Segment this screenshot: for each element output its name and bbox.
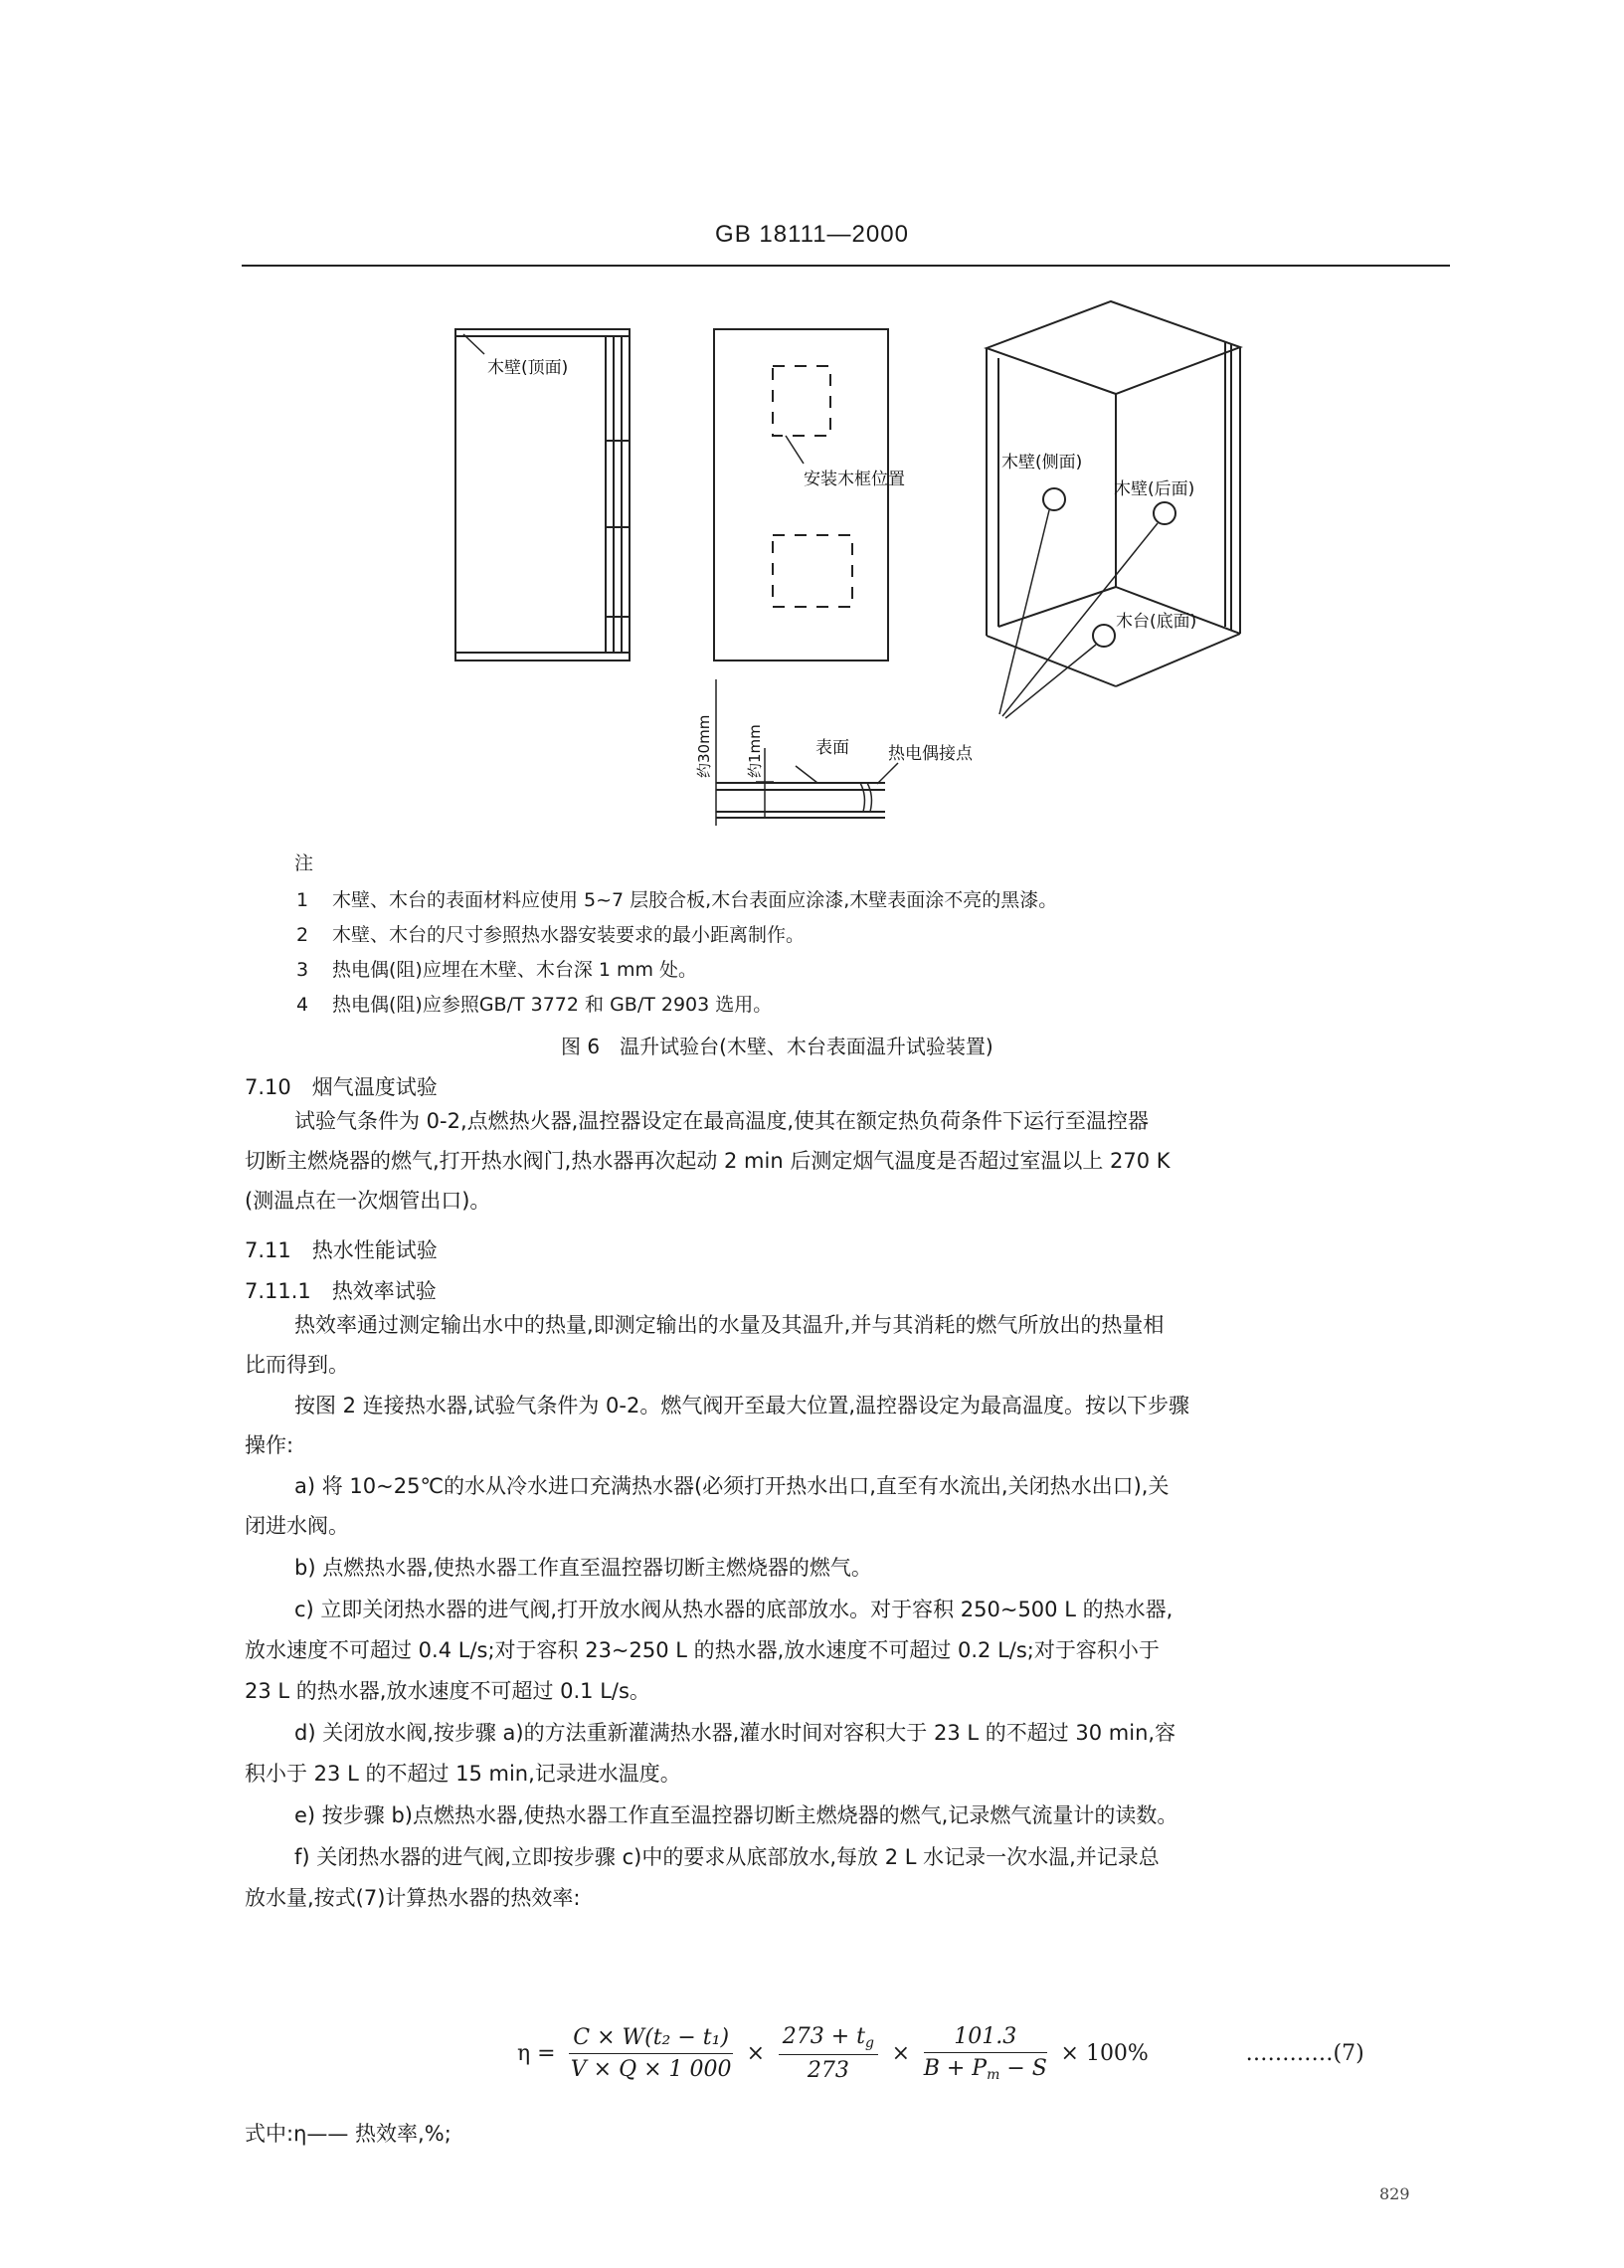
note-2-text: 木壁、木台的尺寸参照热水器安装要求的最小距离制作。	[332, 924, 806, 946]
formula-fraction-3	[924, 2024, 1047, 2083]
note-4-number: 4	[296, 994, 309, 1016]
formula-f2-numerator: $273 + t_g$	[779, 2024, 878, 2055]
formula-f1-denominator: V × Q × 1 000	[570, 2057, 732, 2082]
label-frame-position: 安装木框位置	[804, 470, 905, 489]
s710-line-3: (测温点在一次烟管出口)。	[245, 1189, 491, 1213]
formula-f3-numerator: 101.3	[924, 2024, 1047, 2053]
label-wood-wall-back: 木壁(后面)	[1114, 479, 1195, 499]
step-c-line-3: 23 L 的热水器,放水速度不可超过 0.1 L/s。	[245, 1679, 650, 1703]
label-approx-1mm: 约1mm	[746, 724, 764, 778]
page-number: 829	[1379, 2184, 1410, 2203]
step-b: b) 点燃热水器,使热水器工作直至温控器切断主燃烧器的燃气。	[294, 1556, 872, 1580]
section-7-10-title: 7.10 烟气温度试验	[245, 1075, 438, 1099]
frame-position-panel	[714, 329, 888, 661]
formula-tail: × 100%	[1060, 2041, 1149, 2066]
formula-f1-numerator: C × W(t₂ − t₁)	[569, 2025, 733, 2054]
efficiency-formula	[517, 2024, 1624, 2109]
note-3-number: 3	[296, 959, 309, 981]
step-f-line-2: 放水量,按式(7)计算热水器的热效率:	[245, 1886, 581, 1910]
notes-title: 注	[294, 852, 314, 874]
label-wood-base-bottom: 木台(底面)	[1116, 612, 1197, 632]
step-d-line-1: d) 关闭放水阀,按步骤 a)的方法重新灌满热水器,灌水时间对容积大于 23 L 的不超过 30 min,容	[294, 1721, 1176, 1745]
where-line: 式中:η—— 热效率,%;	[245, 2122, 451, 2146]
wood-wall-top-panel	[455, 329, 630, 661]
s710-line-1: 试验气条件为 0-2,点燃热火器,温控器设定在最高温度,使其在额定热负荷条件下运行至温控器	[294, 1109, 1149, 1133]
formula-fraction-2	[779, 2024, 878, 2083]
note-1-text: 木壁、木台的表面材料应使用 5~7 层胶合板,木台表面应涂漆,木壁表面涂不亮的黑漆。	[332, 889, 1058, 911]
note-2-number: 2	[296, 924, 309, 946]
step-e: e) 按步骤 b)点燃热水器,使热水器工作直至温控器切断主燃烧器的燃气,记录燃气流量计的读数。	[294, 1803, 1178, 1827]
formula-f2-denominator: 273	[807, 2058, 849, 2083]
label-surface: 表面	[815, 738, 849, 758]
label-wood-wall-top: 木壁(顶面)	[487, 358, 569, 378]
section-7-11-title: 7.11 热水性能试验	[245, 1238, 438, 1262]
label-wood-wall-side: 木壁(侧面)	[1001, 453, 1083, 472]
intro-line-1: 热效率通过测定输出水中的热量,即测定输出的水量及其温升,并与其消耗的燃气所放出的热量相	[294, 1313, 1165, 1337]
step-c-line-2: 放水速度不可超过 0.4 L/s;对于容积 23~250 L 的热水器,放水速度不可超过 0.2 L/s;对于容积小于	[245, 1638, 1160, 1662]
s710-line-2: 切断主燃烧器的燃气,打开热水阀门,热水器再次起动 2 min 后测定烟气温度是否超过室温以上 270 K	[245, 1149, 1171, 1173]
intro-line-2: 比而得到。	[245, 1353, 349, 1377]
figure-6-diagram	[0, 0, 1624, 865]
formula-times-2: ×	[891, 2041, 911, 2066]
note-1-number: 1	[296, 889, 309, 911]
conn-line-1: 按图 2 连接热水器,试验气条件为 0-2。燃气阀开至最大位置,温控器设定为最高温度。按以下步骤	[294, 1394, 1190, 1418]
test-rig-box	[987, 301, 1240, 718]
formula-f3-denominator: $B + P_m - S$	[923, 2056, 1047, 2083]
formula-label: …………(7)	[1245, 2041, 1364, 2066]
step-c-line-1: c) 立即关闭热水器的进气阀,打开放水阀从热水器的底部放水。对于容积 250~500 L 的热水器,	[294, 1598, 1173, 1621]
standard-code-header: GB 18111—2000	[715, 221, 909, 248]
section-7-11-1-title: 7.11.1 热效率试验	[245, 1279, 437, 1303]
note-4-text: 热电偶(阻)应参照GB/T 3772 和 GB/T 2903 选用。	[332, 994, 773, 1016]
formula-lhs: η =	[517, 2041, 556, 2066]
conn-line-2: 操作:	[245, 1433, 294, 1457]
label-thermocouple-junction: 热电偶接点	[888, 744, 973, 764]
label-approx-30mm: 约30mm	[695, 714, 713, 778]
figure-caption: 图 6 温升试验台(木壁、木台表面温升试验装置)	[561, 1035, 993, 1058]
step-a-line-1: a) 将 10~25℃的水从冷水进口充满热水器(必须打开热水出口,直至有水流出,关闭热水出口),关	[294, 1474, 1170, 1498]
formula-fraction-1	[569, 2025, 733, 2082]
step-a-line-2: 闭进水阀。	[245, 1514, 349, 1538]
thermocouple-detail	[716, 679, 898, 826]
step-d-line-2: 积小于 23 L 的不超过 15 min,记录进水温度。	[245, 1762, 681, 1786]
formula-times-1: ×	[746, 2041, 766, 2066]
note-3-text: 热电偶(阻)应埋在木壁、木台深 1 mm 处。	[332, 959, 698, 981]
step-f-line-1: f) 关闭热水器的进气阀,立即按步骤 c)中的要求从底部放水,每放 2 L 水记录一次水温,并记录总	[294, 1845, 1160, 1869]
